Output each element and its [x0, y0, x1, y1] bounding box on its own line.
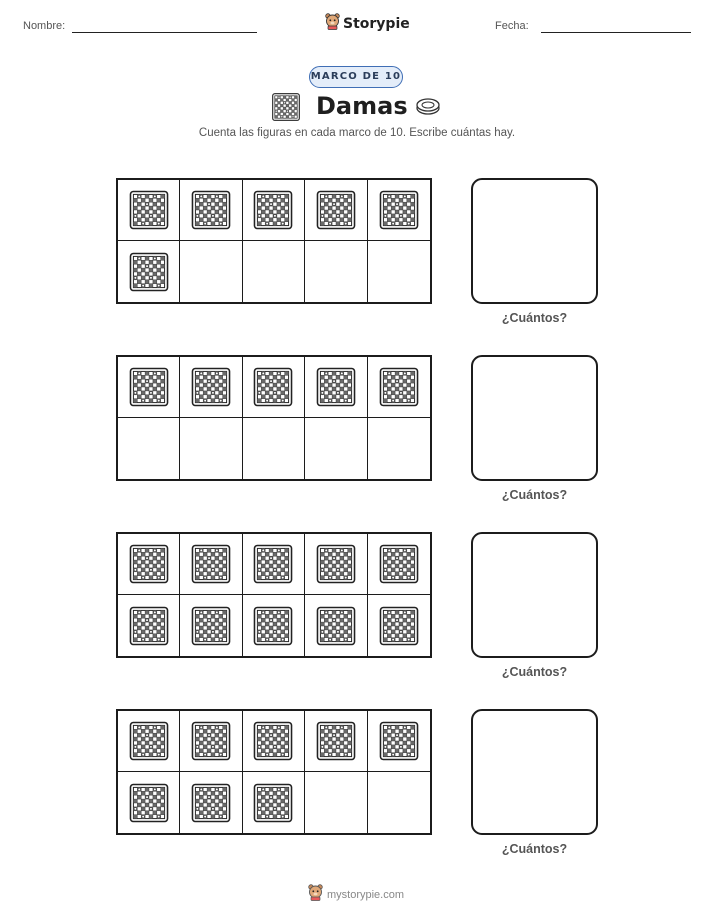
- checkerboard-icon: [192, 783, 231, 822]
- checkerboard-icon: [254, 368, 293, 407]
- ten-frame: [116, 178, 432, 304]
- bear-mascot-icon: [308, 884, 323, 905]
- count-label: ¿Cuántos?: [501, 665, 568, 679]
- checkerboard-icon: [129, 252, 168, 291]
- checkerboard-icon: [379, 545, 418, 584]
- instructions: Cuenta las figuras en cada marco de 10. Escribe cuántas hay.: [198, 127, 516, 139]
- topic-badge: MARCO DE 10: [309, 66, 403, 88]
- checkerboard-icon: [316, 545, 355, 584]
- frame-cell: [118, 357, 180, 418]
- brand-logo: [325, 13, 410, 34]
- frame-cell: [118, 595, 180, 656]
- checkerboard-icon: [316, 191, 355, 230]
- frame-cell: [305, 711, 367, 772]
- frame-cell: [305, 595, 367, 656]
- frame-cell: [180, 241, 242, 302]
- frame-cell: [243, 357, 305, 418]
- frame-cell: [368, 357, 430, 418]
- checkerboard-icon: [379, 722, 418, 761]
- title-row: [0, 92, 714, 126]
- frame-cell: [180, 711, 242, 772]
- checkerboard-icon: [129, 191, 168, 230]
- frame-cell: [118, 241, 180, 302]
- checkerboard-icon: [129, 606, 168, 645]
- answer-box[interactable]: [471, 178, 598, 304]
- checkerboard-icon: [379, 191, 418, 230]
- checker-piece-icon: [414, 96, 442, 120]
- frame-cell: [180, 180, 242, 241]
- frame-cell: [368, 595, 430, 656]
- ten-frame: [116, 709, 432, 835]
- checkerboard-icon: [379, 606, 418, 645]
- checkerboard-icon: [192, 722, 231, 761]
- frame-cell: [243, 180, 305, 241]
- footer: [308, 884, 404, 905]
- frame-cell: [305, 418, 367, 479]
- frame-cell: [180, 534, 242, 595]
- checkerboard-icon: [316, 722, 355, 761]
- count-label: ¿Cuántos?: [501, 311, 568, 325]
- ten-frame: [116, 532, 432, 658]
- checkerboard-icon: [316, 368, 355, 407]
- frame-cell: [305, 241, 367, 302]
- frame-cell: [305, 772, 367, 833]
- frame-cell: [180, 418, 242, 479]
- count-label: ¿Cuántos?: [501, 488, 568, 502]
- frame-cell: [180, 357, 242, 418]
- frame-cell: [305, 180, 367, 241]
- checkerboard-icon: [192, 191, 231, 230]
- ten-frame: [116, 355, 432, 481]
- checkerboard-icon: [379, 368, 418, 407]
- frame-cell: [368, 180, 430, 241]
- frame-cell: [368, 772, 430, 833]
- checkerboard-icon: [272, 93, 300, 125]
- frame-cell: [368, 534, 430, 595]
- page-title: Damas: [316, 92, 408, 120]
- count-label: ¿Cuántos?: [501, 842, 568, 856]
- frame-cell: [118, 772, 180, 833]
- name-line[interactable]: [72, 32, 257, 33]
- name-label: Nombre:: [23, 20, 66, 32]
- frame-cell: [118, 711, 180, 772]
- frame-cell: [243, 595, 305, 656]
- checkerboard-icon: [254, 722, 293, 761]
- frame-cell: [243, 418, 305, 479]
- checkerboard-icon: [129, 368, 168, 407]
- checkerboard-icon: [254, 191, 293, 230]
- checkerboard-icon: [254, 545, 293, 584]
- frame-cell: [243, 711, 305, 772]
- bear-mascot-icon: [325, 13, 340, 34]
- brand-name: Storypie: [343, 15, 410, 32]
- frame-cell: [180, 772, 242, 833]
- checkerboard-icon: [129, 722, 168, 761]
- checkerboard-icon: [129, 783, 168, 822]
- checkerboard-icon: [316, 606, 355, 645]
- checkerboard-icon: [254, 783, 293, 822]
- footer-url: mystorypie.com: [327, 888, 405, 901]
- frame-cell: [305, 357, 367, 418]
- checkerboard-icon: [129, 545, 168, 584]
- checkerboard-icon: [192, 606, 231, 645]
- frame-cell: [305, 534, 367, 595]
- frame-cell: [118, 534, 180, 595]
- frame-cell: [368, 711, 430, 772]
- frame-cell: [368, 418, 430, 479]
- date-label: Fecha:: [495, 20, 529, 32]
- frame-cell: [118, 418, 180, 479]
- checkerboard-icon: [192, 368, 231, 407]
- checkerboard-icon: [254, 606, 293, 645]
- frame-cell: [118, 180, 180, 241]
- answer-box[interactable]: [471, 709, 598, 835]
- checkerboard-icon: [192, 545, 231, 584]
- answer-box[interactable]: [471, 355, 598, 481]
- frame-cell: [243, 772, 305, 833]
- date-line[interactable]: [541, 32, 691, 33]
- frame-cell: [243, 534, 305, 595]
- frame-cell: [368, 241, 430, 302]
- answer-box[interactable]: [471, 532, 598, 658]
- frame-cell: [180, 595, 242, 656]
- frame-cell: [243, 241, 305, 302]
